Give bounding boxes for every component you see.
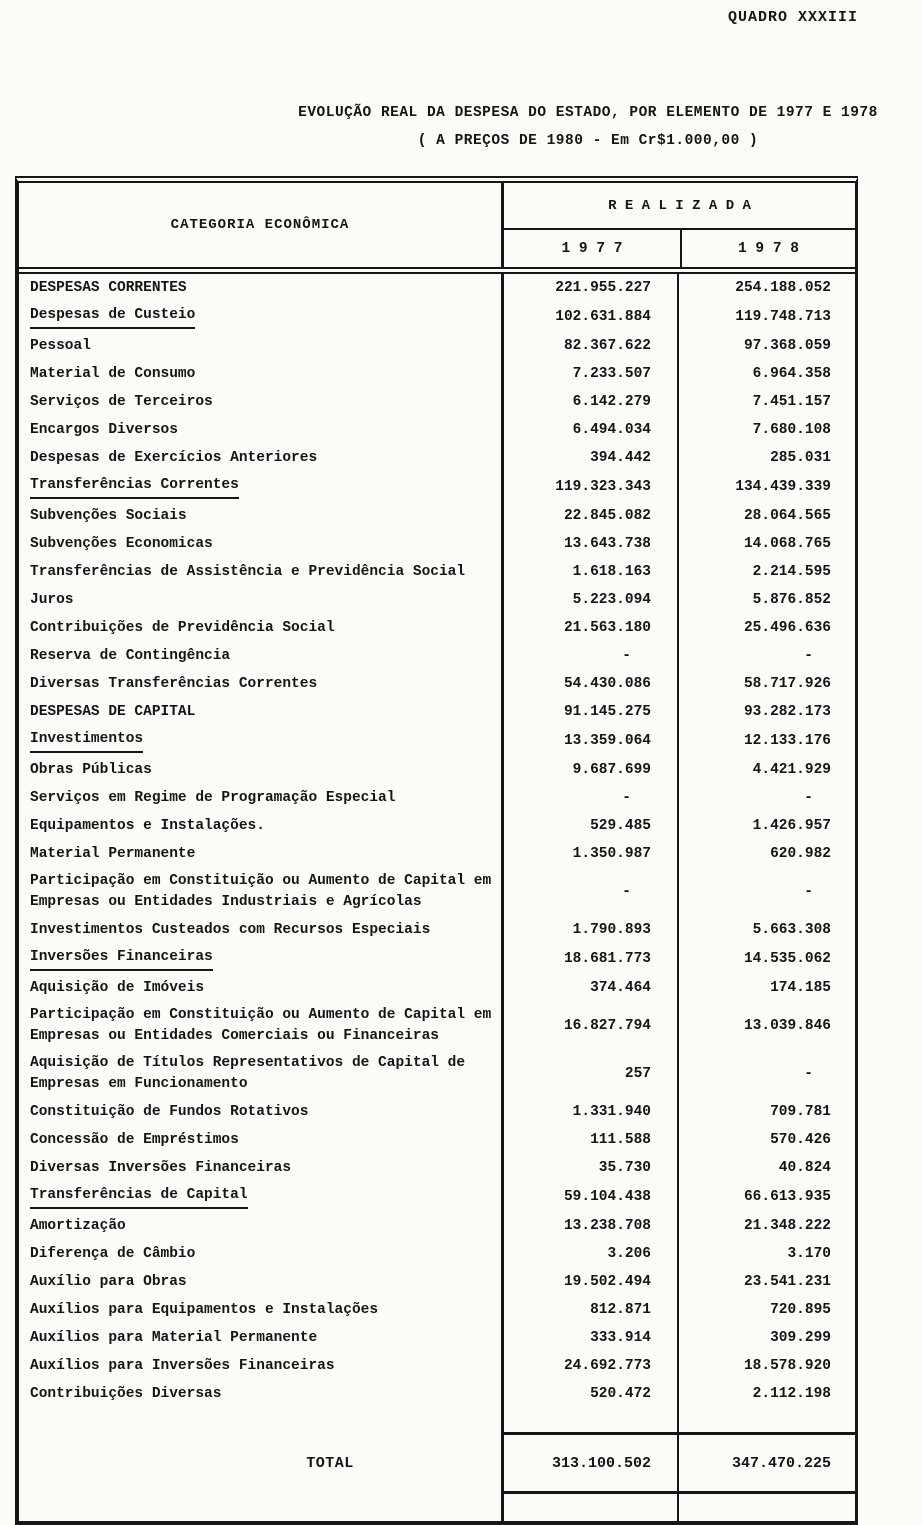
row-value-1978: 620.982	[677, 840, 855, 868]
realizada-header-group	[501, 183, 855, 267]
row-label: Concessão de Empréstimos	[30, 1131, 239, 1148]
row-label: Despesas de Custeio	[19, 302, 501, 332]
row-label: Auxílios para Inversões Financeiras	[30, 1357, 335, 1374]
row-value-1977: 812.871	[501, 1296, 677, 1324]
row-value-1978: 254.188.052	[677, 274, 855, 302]
row-value-1978: 28.064.565	[677, 502, 855, 530]
row-value-1978: 93.282.173	[677, 698, 855, 726]
row-value-1978: 18.578.920	[677, 1352, 855, 1380]
total-label: TOTAL	[306, 1454, 354, 1472]
table-row	[19, 614, 855, 642]
row-value-1978: 25.496.636	[677, 614, 855, 642]
table-row	[19, 274, 855, 302]
row-value-1977: 1.790.893	[501, 916, 677, 944]
row-value-1977: 102.631.884	[501, 302, 677, 332]
total-row	[19, 1432, 855, 1494]
row-value-1978: 3.170	[677, 1240, 855, 1268]
table-row	[19, 1050, 855, 1098]
row-value-1977: 82.367.622	[501, 332, 677, 360]
row-value-1977: 374.464	[501, 974, 677, 1002]
total-value-1978: 347.470.225	[677, 1432, 855, 1494]
table-row	[19, 1002, 855, 1050]
row-label: Diversas Transferências Correntes	[30, 675, 318, 692]
row-label: Obras Públicas	[30, 761, 152, 778]
realizada-header: R E A L I Z A D A	[504, 183, 855, 230]
table-row	[19, 530, 855, 558]
row-value-1978: 21.348.222	[677, 1212, 855, 1240]
row-value-1978: 174.185	[677, 974, 855, 1002]
row-label: Auxílios para Equipamentos e Instalações	[30, 1301, 379, 1318]
row-value-1977: 1.350.987	[501, 840, 677, 868]
row-value-1977: 22.845.082	[501, 502, 677, 530]
row-label: Reserva de Contingência	[30, 647, 231, 664]
table-row	[19, 416, 855, 444]
row-value-1977: 5.223.094	[501, 586, 677, 614]
expense-table	[15, 176, 858, 1525]
row-value-1978: -	[677, 784, 855, 812]
table-row	[19, 472, 855, 502]
row-label: Auxílio para Obras	[30, 1273, 187, 1290]
row-label: Constituição de Fundos Rotativos	[30, 1103, 309, 1120]
row-label: Diferença de Câmbio	[30, 1245, 196, 1262]
table-row	[19, 388, 855, 416]
row-value-1977: 54.430.086	[501, 670, 677, 698]
row-value-1978: 66.613.935	[677, 1182, 855, 1212]
table-row	[19, 1268, 855, 1296]
row-value-1978: 12.133.176	[677, 726, 855, 756]
table-row	[19, 840, 855, 868]
row-label: Transferências de Capital	[19, 1182, 501, 1212]
row-value-1978: 309.299	[677, 1324, 855, 1352]
table-row	[19, 784, 855, 812]
row-value-1977: 6.494.034	[501, 416, 677, 444]
row-label: Investimentos Custeados com Recursos Especiais	[30, 921, 431, 938]
year-headers	[504, 230, 855, 267]
table-row	[19, 302, 855, 332]
row-value-1977: 13.238.708	[501, 1212, 677, 1240]
row-label: Participação em Constituição ou Aumento de Capital em Empresas ou Entidades Comerciais ou Financeiras	[30, 1007, 492, 1044]
row-value-1978: -	[677, 868, 855, 916]
row-value-1977: 16.827.794	[501, 1002, 677, 1050]
row-value-1978: 720.895	[677, 1296, 855, 1324]
row-label: Material de Consumo	[30, 365, 196, 382]
row-value-1977: 13.643.738	[501, 530, 677, 558]
table-footer	[19, 1408, 855, 1521]
row-label: Subvenções Economicas	[30, 535, 213, 552]
row-value-1978: 709.781	[677, 1098, 855, 1126]
row-value-1977: 257	[501, 1050, 677, 1098]
row-value-1977: 18.681.773	[501, 944, 677, 974]
row-label: Serviços em Regime de Programação Especial	[30, 789, 396, 806]
table-row	[19, 1098, 855, 1126]
row-value-1977: 24.692.773	[501, 1352, 677, 1380]
row-label: Pessoal	[30, 337, 91, 354]
row-value-1978: 6.964.358	[677, 360, 855, 388]
row-value-1977: -	[501, 868, 677, 916]
table-row	[19, 586, 855, 614]
row-value-1977: 111.588	[501, 1126, 677, 1154]
table-row	[19, 1126, 855, 1154]
table-row	[19, 726, 855, 756]
row-label: Encargos Diversos	[30, 421, 178, 438]
table-row	[19, 944, 855, 974]
row-value-1978: 14.068.765	[677, 530, 855, 558]
row-value-1978: 40.824	[677, 1154, 855, 1182]
row-label: Investimentos	[19, 726, 501, 756]
row-label: Transferências de Assistência e Previdência Social	[30, 563, 466, 580]
row-label: Despesas de Exercícios Anteriores	[30, 449, 318, 466]
row-value-1977: 3.206	[501, 1240, 677, 1268]
row-value-1978: 119.748.713	[677, 302, 855, 332]
table-row	[19, 698, 855, 726]
table-row	[19, 332, 855, 360]
row-value-1977: 119.323.343	[501, 472, 677, 502]
table-body	[19, 274, 855, 1408]
table-row	[19, 1240, 855, 1268]
quadro-label: QUADRO XXXIII	[727, 9, 858, 26]
row-label: Aquisição de Títulos Representativos de Capital de Empresas em Funcionamento	[30, 1055, 466, 1092]
row-value-1977: 6.142.279	[501, 388, 677, 416]
footer-spacer-bottom	[19, 1494, 855, 1521]
row-value-1978: 2.214.595	[677, 558, 855, 586]
row-value-1977: 1.331.940	[501, 1098, 677, 1126]
row-label: Diversas Inversões Financeiras	[30, 1159, 292, 1176]
total-value-1977: 313.100.502	[501, 1432, 677, 1494]
row-value-1977: 394.442	[501, 444, 677, 472]
row-value-1978: 2.112.198	[677, 1380, 855, 1408]
year-1977-header: 1 9 7 7	[561, 240, 623, 257]
year-1978-header: 1 9 7 8	[680, 230, 855, 267]
table-row	[19, 916, 855, 944]
row-value-1977: 35.730	[501, 1154, 677, 1182]
table-row	[19, 1380, 855, 1408]
row-label: Inversões Financeiras	[19, 944, 501, 974]
row-value-1977: 529.485	[501, 812, 677, 840]
row-value-1977: 13.359.064	[501, 726, 677, 756]
row-label: Auxílios para Material Permanente	[30, 1329, 318, 1346]
row-label: Contribuições Diversas	[30, 1385, 222, 1402]
row-value-1978: 570.426	[677, 1126, 855, 1154]
row-label: Transferências Correntes	[19, 472, 501, 502]
row-label: Participação em Constituição ou Aumento de Capital em Empresas ou Entidades Industriais e Agrícolas	[30, 873, 492, 910]
row-value-1978: 7.680.108	[677, 416, 855, 444]
table-row	[19, 502, 855, 530]
table-row	[19, 1212, 855, 1240]
row-label: DESPESAS CORRENTES	[30, 279, 187, 296]
table-row	[19, 1324, 855, 1352]
table-row	[19, 1296, 855, 1324]
row-value-1977: 59.104.438	[501, 1182, 677, 1212]
row-value-1977: 520.472	[501, 1380, 677, 1408]
row-value-1978: 5.663.308	[677, 916, 855, 944]
row-value-1977: 333.914	[501, 1324, 677, 1352]
table-row	[19, 1154, 855, 1182]
table-row	[19, 868, 855, 916]
row-value-1978: -	[677, 1050, 855, 1098]
row-label: Amortização	[30, 1217, 126, 1234]
table-row	[19, 756, 855, 784]
row-label: DESPESAS DE CAPITAL	[30, 703, 196, 720]
table-row	[19, 670, 855, 698]
row-value-1978: -	[677, 642, 855, 670]
row-value-1978: 97.368.059	[677, 332, 855, 360]
row-value-1977: 91.145.275	[501, 698, 677, 726]
row-label: Equipamentos e Instalações.	[30, 817, 265, 834]
table-row	[19, 1182, 855, 1212]
table-row	[19, 558, 855, 586]
table-row	[19, 812, 855, 840]
table-row	[19, 360, 855, 388]
row-value-1977: 1.618.163	[501, 558, 677, 586]
row-value-1978: 5.876.852	[677, 586, 855, 614]
table-header	[19, 183, 855, 274]
row-label: Juros	[30, 591, 74, 608]
row-value-1978: 134.439.339	[677, 472, 855, 502]
row-label: Material Permanente	[30, 845, 196, 862]
row-value-1977: 9.687.699	[501, 756, 677, 784]
category-column-header: CATEGORIA ECONÔMICA	[170, 217, 350, 233]
row-value-1978: 4.421.929	[677, 756, 855, 784]
row-value-1978: 13.039.846	[677, 1002, 855, 1050]
row-value-1977: 21.563.180	[501, 614, 677, 642]
row-label: Subvenções Sociais	[30, 507, 187, 524]
row-value-1977: 221.955.227	[501, 274, 677, 302]
table-row	[19, 444, 855, 472]
row-value-1978: 285.031	[677, 444, 855, 472]
footer-spacer-top	[19, 1408, 855, 1432]
table-row	[19, 642, 855, 670]
row-value-1977: -	[501, 784, 677, 812]
title-line-2: ( A PREÇOS DE 1980 - Em Cr$1.000,00 )	[417, 133, 759, 149]
row-value-1977: -	[501, 642, 677, 670]
row-label: Serviços de Terceiros	[30, 393, 213, 410]
row-label: Aquisição de Imóveis	[30, 979, 205, 996]
row-value-1978: 23.541.231	[677, 1268, 855, 1296]
table-row	[19, 974, 855, 1002]
row-value-1978: 7.451.157	[677, 388, 855, 416]
row-value-1978: 1.426.957	[677, 812, 855, 840]
row-value-1978: 14.535.062	[677, 944, 855, 974]
document-title	[288, 103, 888, 149]
row-value-1977: 19.502.494	[501, 1268, 677, 1296]
title-line-1: EVOLUÇÃO REAL DA DESPESA DO ESTADO, POR ELEMENTO DE 1977 E 1978	[298, 105, 878, 121]
row-value-1977: 7.233.507	[501, 360, 677, 388]
row-value-1978: 58.717.926	[677, 670, 855, 698]
table-row	[19, 1352, 855, 1380]
row-label: Contribuições de Previdência Social	[30, 619, 335, 636]
